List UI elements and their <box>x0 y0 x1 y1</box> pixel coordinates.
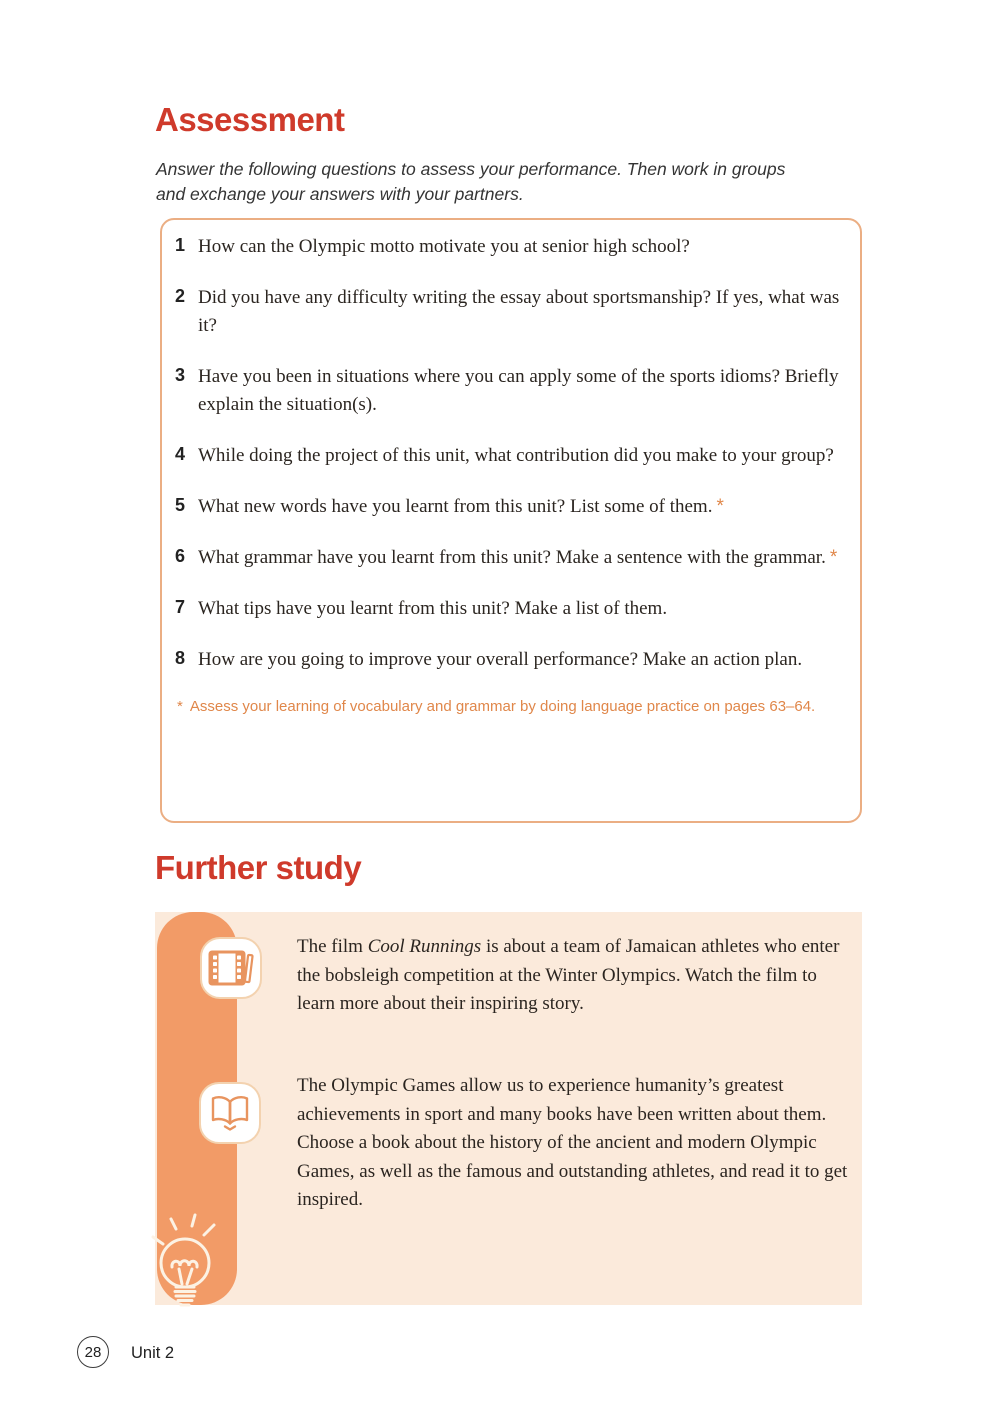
question-row <box>175 646 852 674</box>
book-icon <box>207 1091 253 1135</box>
question-row <box>175 595 852 623</box>
question-text <box>198 442 838 470</box>
question-text <box>198 646 806 674</box>
question-text-body: How are you going to improve your overall performance? Make an action plan. <box>198 649 803 670</box>
assessment-question-box <box>160 218 862 823</box>
question-text-body: What tips have you learnt from this unit? Make a list of them. <box>198 598 668 619</box>
question-text <box>198 493 724 521</box>
question-row <box>175 284 852 340</box>
footnote-text: Assess your learning of vocabulary and grammar by doing language practice on pages 63–64. <box>189 698 816 715</box>
film-text-before: The film <box>297 936 368 957</box>
question-row <box>175 363 852 419</box>
question-number: 2 <box>175 286 186 306</box>
further-study-panel <box>155 912 862 1305</box>
further-study-book-text: The Olympic Games allow us to experience humanity’s greatest achievements in sport and many books have been written about them. Choose a book about the history of the ancient and modern Olympic Games, as well as the famous and outstanding athletes, and read it to get inspired. <box>297 1075 848 1210</box>
question-text <box>198 544 837 572</box>
book-icon-card <box>199 1082 261 1144</box>
question-text <box>198 284 852 340</box>
question-text-body: While doing the project of this unit, what contribution did you make to your group? <box>198 445 834 466</box>
question-number: 8 <box>175 648 186 668</box>
question-number: 5 <box>175 495 186 515</box>
question-number: 1 <box>175 235 186 255</box>
film-icon-card <box>200 937 262 999</box>
assessment-footnote <box>175 697 852 716</box>
further-study-film-text <box>297 933 849 1019</box>
question-text <box>198 363 852 419</box>
question-row <box>175 442 852 470</box>
assessment-heading: Assessment <box>155 101 345 138</box>
assessment-intro: Answer the following questions to assess your performance. Then work in groups and exchange your answers with your partners. <box>156 159 786 204</box>
question-number: 6 <box>175 546 186 566</box>
question-number: 7 <box>175 597 186 617</box>
question-text-body: What new words have you learnt from this unit? List some of them. <box>198 496 713 517</box>
film-text-after: is about a team of Jamaican athletes who enter the bobsleigh competition at the Winter Olympics. Watch the film to learn more about their inspiring story. <box>297 936 840 1014</box>
question-row <box>175 493 852 521</box>
lightbulb-icon <box>142 1210 237 1314</box>
question-text-body: Did you have any difficulty writing the essay about sportsmanship? If yes, what was it? <box>198 287 840 336</box>
question-number: 4 <box>175 444 186 464</box>
question-text <box>198 595 671 623</box>
film-title: Cool Runnings <box>367 936 482 957</box>
footnote-asterisk: * <box>177 698 183 715</box>
question-row <box>175 233 852 261</box>
lightbulb-icon-wrap <box>142 1210 237 1314</box>
question-text-body: How can the Olympic motto motivate you at senior high school? <box>198 236 690 257</box>
unit-label: Unit 2 <box>131 1344 175 1362</box>
question-star: * <box>829 547 838 568</box>
question-number: 3 <box>175 365 186 385</box>
question-text-body: What grammar have you learnt from this unit? Make a sentence with the grammar. <box>198 547 826 568</box>
question-text <box>198 233 694 261</box>
question-row <box>175 544 852 572</box>
page-number: 28 <box>84 1343 102 1361</box>
film-icon <box>208 948 254 988</box>
further-study-heading: Further study <box>155 849 362 886</box>
page-number-badge <box>77 1336 109 1368</box>
question-star: * <box>716 496 724 517</box>
question-text-body: Have you been in situations where you can apply some of the sports idioms? Briefly explain the situation(s). <box>198 366 839 415</box>
